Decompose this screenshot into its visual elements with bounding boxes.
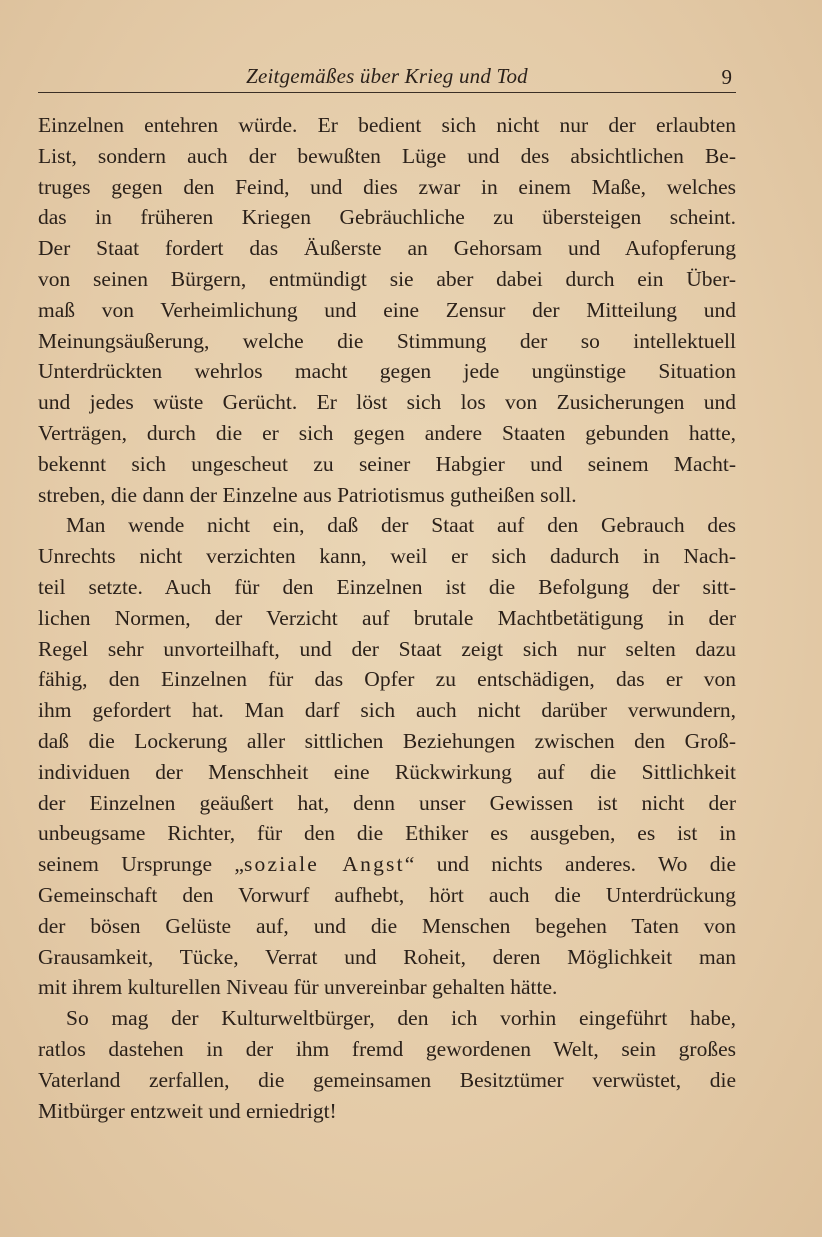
text-line: Regel sehr unvorteilhaft, und der Staat zeigt sich nur selten dazu: [38, 636, 736, 661]
body-text: [38, 110, 736, 1126]
text-line: von seinen Bürgern, entmündigt sie aber dabei durch ein Über-: [38, 266, 736, 291]
text-line: der Einzelnen geäußert hat, denn unser Gewissen ist nicht der: [38, 790, 736, 815]
text-line: fähig, den Einzelnen für das Opfer zu entschädigen, das er von: [38, 667, 736, 692]
text-line: Vaterland zerfallen, die gemeinsamen Besitztümer verwüstet, die: [38, 1067, 736, 1092]
text-line: teil setzte. Auch für den Einzelnen ist die Befolgung der sitt-: [38, 574, 736, 599]
text-line-emphasis: [38, 849, 736, 880]
text-line: Unrechts nicht verzichten kann, weil er sich dadurch in Nach-: [38, 544, 736, 569]
text-line: Mitbürger entzweit und erniedrigt!: [38, 1098, 337, 1123]
text-line: Grausamkeit, Tücke, Verrat und Roheit, deren Möglichkeit man: [38, 944, 736, 969]
text-line: So mag der Kulturweltbürger, den ich vorhin eingeführt habe,: [66, 1006, 736, 1031]
text-line: Unterdrückten wehrlos macht gegen jede ungünstige Situation: [38, 359, 736, 384]
text-line: Gemeinschaft den Vorwurf aufhebt, hört auch die Unterdrückung: [38, 882, 736, 907]
page-number: 9: [721, 65, 732, 89]
header-rule: [38, 92, 736, 93]
text-line: lichen Normen, der Verzicht auf brutale Machtbetätigung in der: [38, 605, 736, 630]
text-line: das in früheren Kriegen Gebräuchliche zu übersteigen scheint.: [38, 205, 736, 230]
text-line: Einzelnen entehren würde. Er bedient sich nicht nur der erlaubten: [38, 113, 736, 137]
text-line: Der Staat fordert das Äußerste an Gehorsam und Aufopferung: [38, 236, 736, 261]
text-line: streben, die dann der Einzelne aus Patriotismus gutheißen soll.: [38, 482, 577, 507]
text-line: der bösen Gelüste auf, und die Menschen begehen Taten von: [38, 913, 736, 938]
running-title: Zeitgemäßes über Krieg und Tod: [246, 64, 528, 88]
text-line: Man wende nicht ein, daß der Staat auf den Gebrauch des: [66, 513, 736, 538]
line-text-before: seinem Ursprunge „: [38, 852, 244, 877]
text-line: ratlos dastehen in der ihm fremd gewordenen Welt, sein großes: [38, 1036, 736, 1061]
text-line: und jedes wüste Gerücht. Er löst sich los von Zusicherungen und: [38, 390, 736, 415]
text-line: individuen der Menschheit eine Rückwirkung auf die Sittlichkeit: [38, 759, 736, 784]
line-text-after: “ und nichts anderes. Wo die: [404, 852, 736, 877]
text-line: Meinungsäußerung, welche die Stimmung der so intellektuell: [38, 328, 736, 353]
text-line: maß von Verheimlichung und eine Zensur der Mitteilung und: [38, 297, 736, 322]
text-line: Verträgen, durch die er sich gegen andere Staaten gebunden hatte,: [38, 420, 736, 445]
text-line: daß die Lockerung aller sittlichen Beziehungen zwischen den Groß-: [38, 728, 736, 753]
text-line: bekennt sich ungescheut zu seiner Habgier und seinem Macht-: [38, 451, 736, 476]
text-line: ihm gefordert hat. Man darf sich auch nicht darüber verwundern,: [38, 698, 736, 723]
text-line: List, sondern auch der bewußten Lüge und des absichtlichen Be-: [38, 143, 736, 168]
spaced-emphasis: soziale Angst: [243, 852, 405, 877]
text-line: mit ihrem kulturellen Niveau für unvereinbar gehalten hätte.: [38, 975, 558, 1000]
text-line: truges gegen den Feind, und dies zwar in einem Maße, welches: [38, 174, 736, 199]
page-header: [38, 62, 736, 90]
text-line: unbeugsame Richter, für den die Ethiker es ausgeben, es ist in: [38, 821, 736, 846]
